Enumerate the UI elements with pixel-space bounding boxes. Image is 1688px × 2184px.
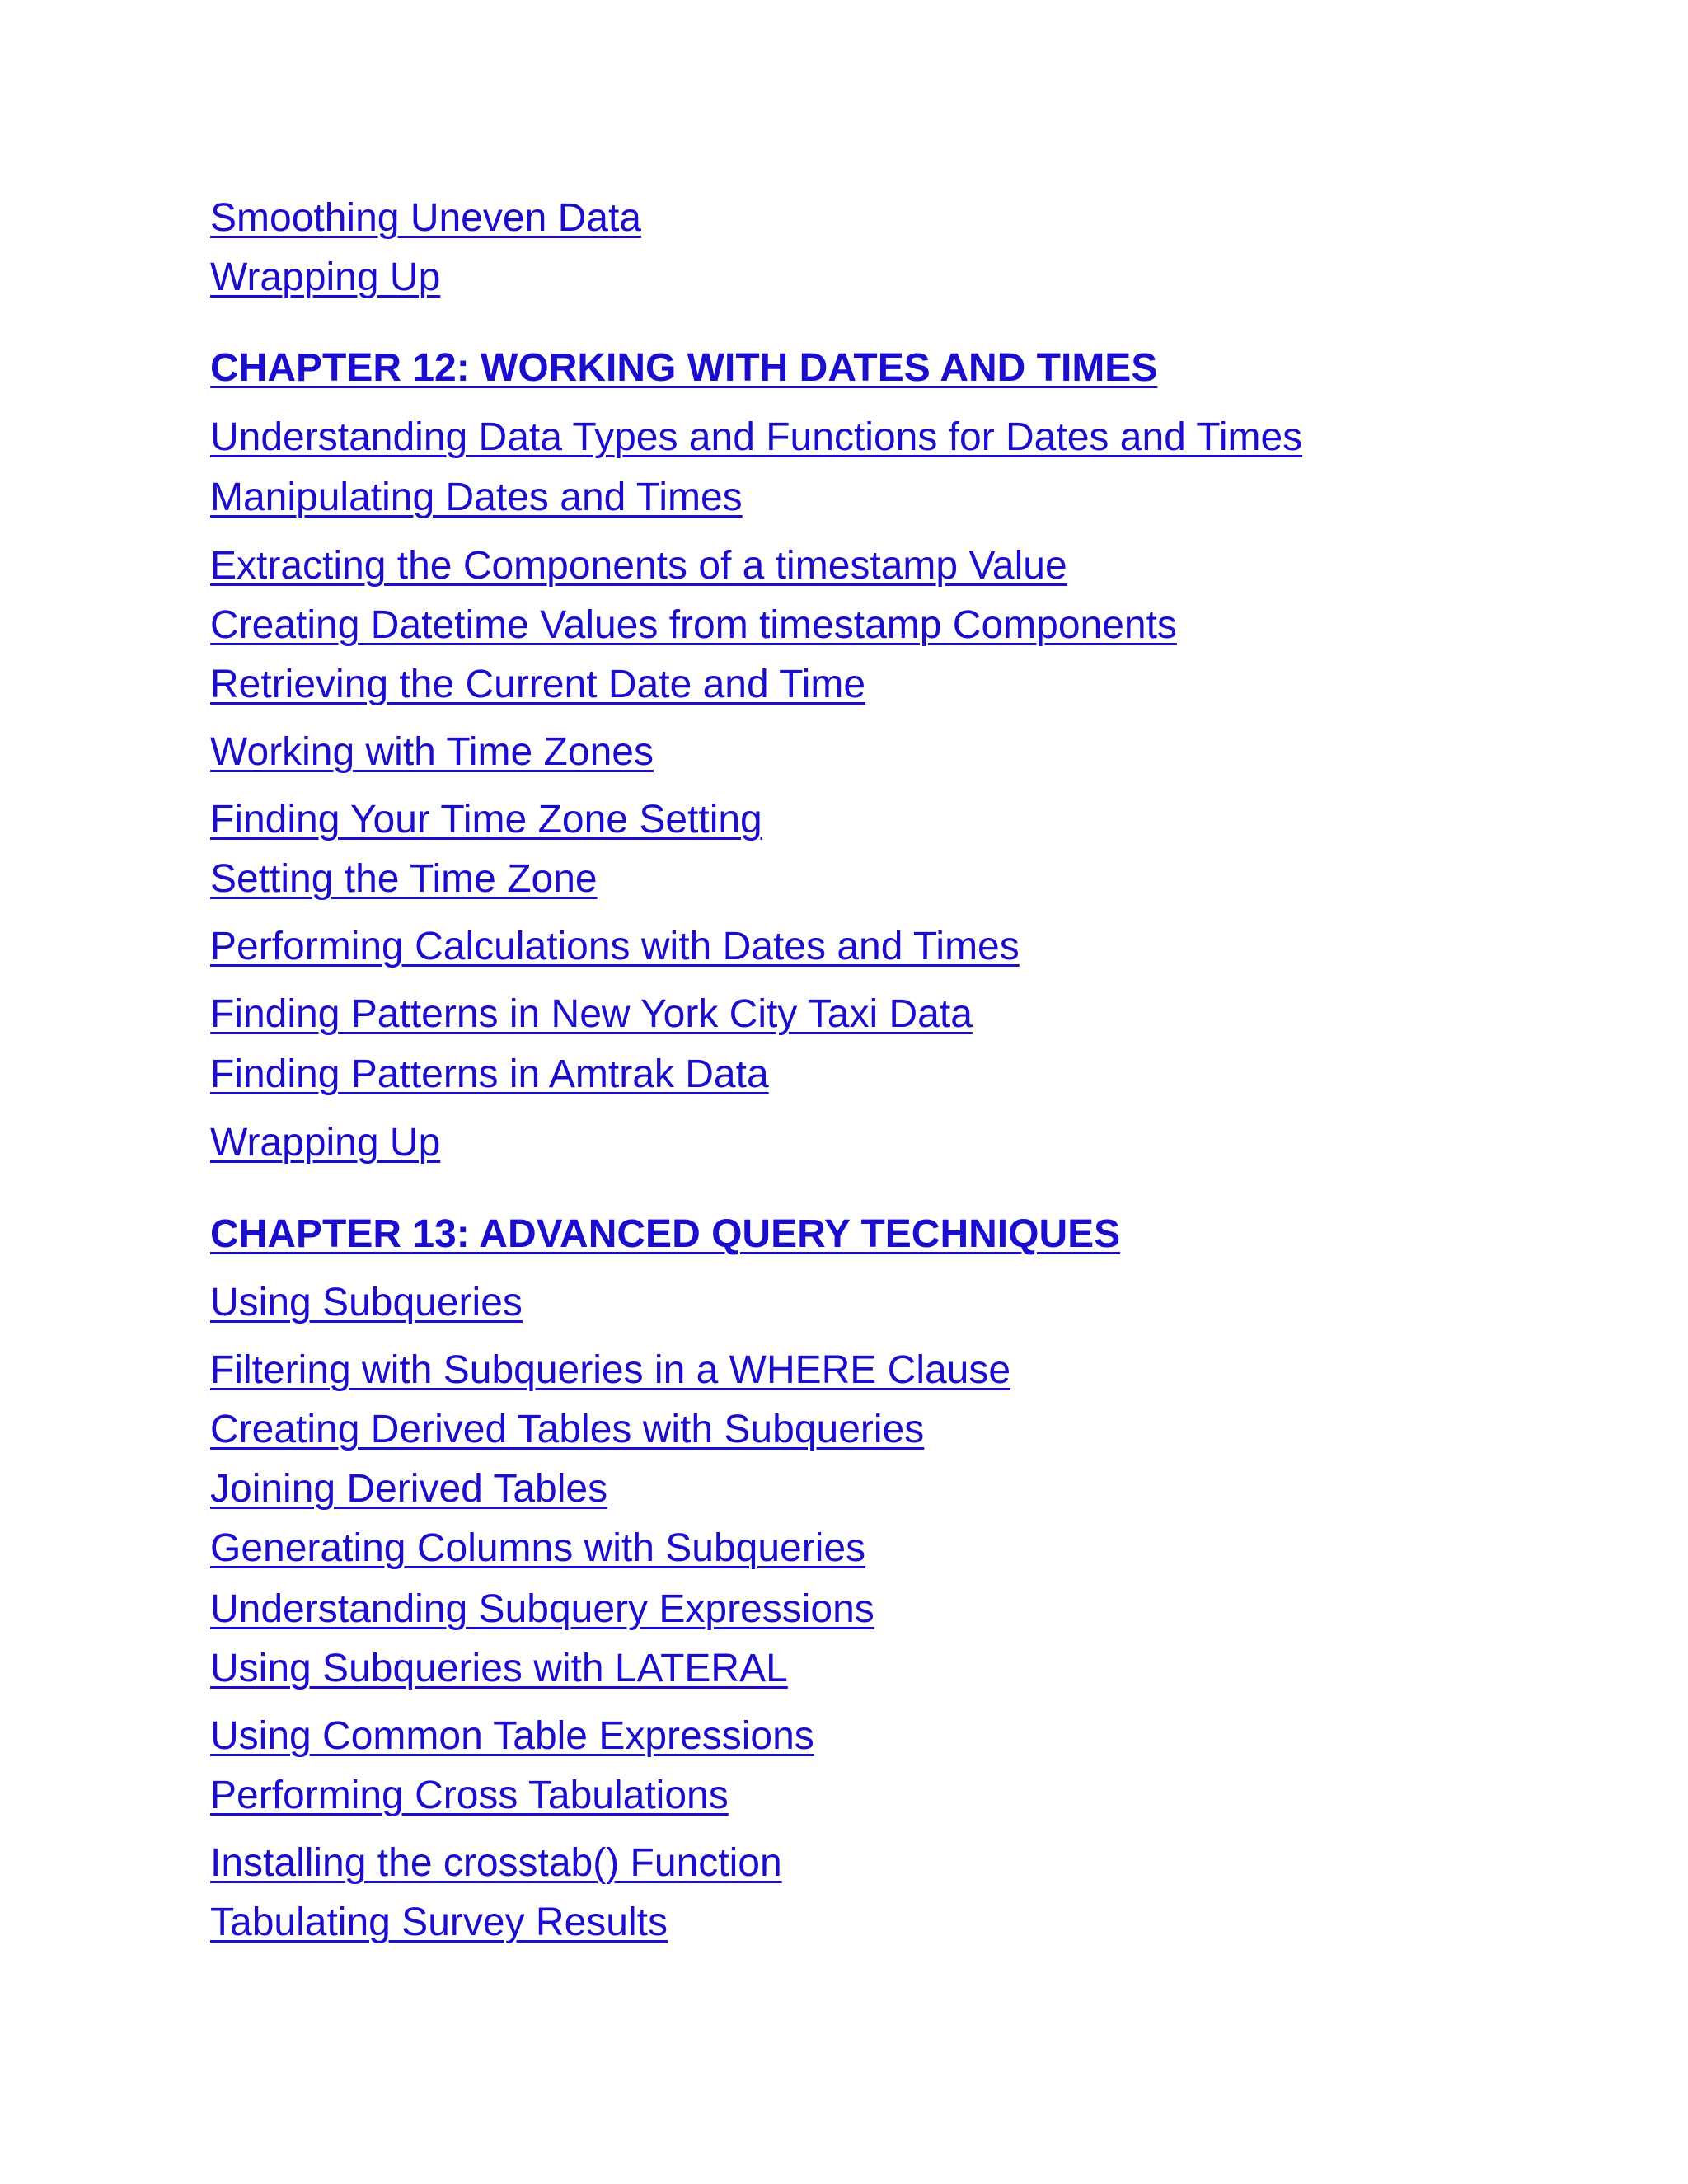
toc-link-smoothing-uneven-data[interactable]: Smoothing Uneven Data — [210, 196, 641, 240]
toc-link-performing-calculations[interactable]: Performing Calculations with Dates and Times — [210, 925, 1020, 968]
toc-link-nyc-taxi-patterns[interactable]: Finding Patterns in New York City Taxi Data — [210, 992, 973, 1036]
toc-link-generating-columns[interactable]: Generating Columns with Subqueries — [210, 1526, 866, 1570]
toc-link-tabulating-survey-results[interactable]: Tabulating Survey Results — [210, 1900, 668, 1944]
toc-link-manipulating-dates[interactable]: Manipulating Dates and Times — [210, 476, 743, 519]
toc-link-wrapping-up[interactable]: Wrapping Up — [210, 255, 441, 299]
toc-link-creating-derived-tables[interactable]: Creating Derived Tables with Subqueries — [210, 1408, 925, 1451]
toc-link-common-table-expressions[interactable]: Using Common Table Expressions — [210, 1714, 814, 1758]
toc-link-extracting-components[interactable]: Extracting the Components of a timestamp Value — [210, 544, 1067, 588]
toc-link-amtrak-patterns[interactable]: Finding Patterns in Amtrak Data — [210, 1052, 769, 1096]
toc-link-subquery-expressions[interactable]: Understanding Subquery Expressions — [210, 1587, 874, 1631]
toc-link-understanding-date-types[interactable]: Understanding Data Types and Functions for Dates and Times — [210, 415, 1303, 459]
toc-link-using-subqueries[interactable]: Using Subqueries — [210, 1281, 523, 1324]
toc-chapter-13-title[interactable]: CHAPTER 13: ADVANCED QUERY TECHNIQUES — [210, 1212, 1121, 1256]
toc-link-joining-derived-tables[interactable]: Joining Derived Tables — [210, 1467, 608, 1511]
toc-link-installing-crosstab[interactable]: Installing the crosstab() Function — [210, 1841, 782, 1885]
toc-link-creating-datetime-values[interactable]: Creating Datetime Values from timestamp Components — [210, 603, 1177, 647]
toc-chapter-12-title[interactable]: CHAPTER 12: WORKING WITH DATES AND TIMES — [210, 346, 1158, 390]
toc-link-retrieving-current-date[interactable]: Retrieving the Current Date and Time — [210, 663, 866, 706]
toc-link-working-with-time-zones[interactable]: Working with Time Zones — [210, 730, 654, 774]
toc-link-wrapping-up-12[interactable]: Wrapping Up — [210, 1121, 441, 1165]
toc-link-finding-time-zone-setting[interactable]: Finding Your Time Zone Setting — [210, 798, 762, 841]
toc-link-cross-tabulations[interactable]: Performing Cross Tabulations — [210, 1774, 729, 1817]
toc-link-setting-time-zone[interactable]: Setting the Time Zone — [210, 857, 598, 901]
toc-link-filtering-with-subqueries[interactable]: Filtering with Subqueries in a WHERE Clause — [210, 1348, 1011, 1392]
toc-link-subqueries-lateral[interactable]: Using Subqueries with LATERAL — [210, 1647, 788, 1690]
